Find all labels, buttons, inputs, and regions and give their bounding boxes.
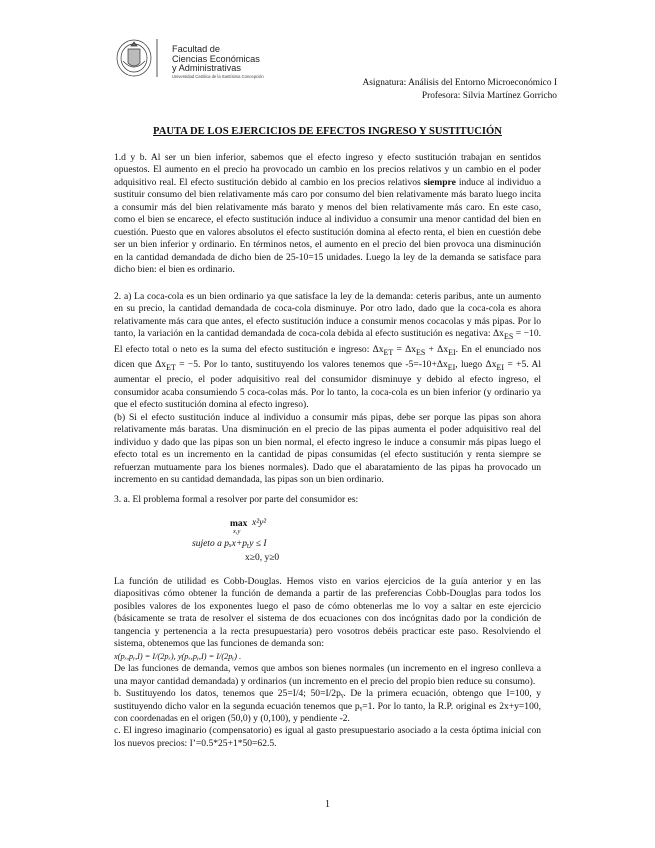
university-crest-icon: [113, 37, 171, 79]
faculty-line-2: Ciencias Económicas: [172, 53, 260, 64]
page-number: 1: [325, 799, 330, 810]
answer-2b: (b) Si el efecto sustitución induce al individuo a consumir más pipas, debe ser porque las pipas son ahora relativamente más baratas. Una disminución en el precio de las pipas aumenta el poder adquisitivo real del individuo y dado que las pipas son un bien normal, el efecto ingreso le induce a consumir más pipas luego el efecto total es un incremento en la cantidad de pipas consumidas (el efecto sustitución y renta siempre se refuerzan mutuamente para los bienes normales). Dado que el abaratamiento de las pipas ha provocado un incremento en su cantidad demandada, las pipas son un bien ordinario.: [114, 411, 541, 486]
subject-line: Asignatura: Análisis del Entorno Microeconómico I: [362, 78, 557, 88]
answer-3-intro: 3. a. El problema formal a resolver por parte del consumidor es:: [114, 494, 359, 505]
faculty-line-1: Facultad de: [172, 44, 221, 54]
budget-constraint: sujeto a pₓx+pᵧy ≤ I: [192, 539, 267, 549]
answer-1: 1.d y b. Al ser un bien inferior, sabemos que el efecto ingreso y efecto sustitución trabajan en sentidos opuestos. El aumento en el precio ha provocado un cambio en los precios relativos y un cambio en el poder adquisitivo real. El efecto sustitución debido al cambio en los precios relativos siempre induce al individuo a sustituir consumo del bien relativamente más caro por consumo del bien relativamente más barato luego incita a consumir más del bien relativamente más barato y menos del bien relativamente más caro. En este caso, como el bien se encarece, el efecto sustitución induce al individuo a consumir una menor cantidad del bien en cuestión. Puesto que en valores absolutos el efecto sustitución domina al efecto renta, el bien en cuestión debe ser un bien inferior y ordinario. En términos netos, el aumento en el precio del bien provoca una disminución en la cantidad demandada de dicho bien de 25-10=15 unidades. Luego la ley de la demanda se satisface para dicho bien: el bien es ordinario.: [114, 152, 541, 276]
faculty-line-3: y Administrativas: [172, 63, 241, 74]
answer-2a: 2. a) La coca-cola es un bien ordinario ya que satisface la ley de la demanda: ceteris paribus, ante un aumento en su precio, la cantidad demandada de coca-cola disminuye. Por otro lado, dado que la coca-cola es ahora relativamente más cara que antes, el efecto sustitución induce a consumir menos cocacolas y más pipas. Por lo tanto, la variación en la cantidad demandada de coca-cola debida al efecto sustitución es negativa: $\Delta x_{ES} = -10$. El efecto total o neto es la suma del efecto sustitución e ingreso: $\Delta x_{ET} = \Delta x_{ES} + \Delta x_{EI}$. En el enunciado nos dicen que $\Delta x_{ET} = -5$. Por lo tanto, sustituyendo los valores tenemos que $-5=-10+\Delta x_{EI}$, luego $\Delta x_{EI} = +5$. Al aumentar el precio, el poder adquisitivo real del consumidor disminuye y debido al efecto ingreso, el consumidor acaba consumiendo 5 coca-colas más. Por lo tanto, la coca-cola es un bien inferior (y ordinario ya que el efecto sustitución domina al efecto ingreso).: [114, 291, 542, 411]
demand-functions: x(pₓ,pᵧ,I) = I/(2pₓ), y(pₓ,pᵧ,I) = I/(2pᵧ) .: [114, 651, 242, 661]
course-header: [363, 77, 558, 102]
document-title: PAUTA DE LOS EJERCICIOS DE EFECTOS INGRESO Y SUSTITUCIÓN: [153, 126, 502, 137]
objective-function: x²y²: [252, 518, 267, 528]
max-operator: max x,y: [230, 519, 248, 535]
faculty-block: [172, 45, 264, 80]
university-name: Universidad Católica de la Santísima Concepción: [172, 73, 264, 79]
answer-2: [114, 291, 541, 487]
professor-line: Profesora: Silvia Martínez Gorricho: [421, 90, 557, 101]
answer-3-body: La función de utilidad es Cobb-Douglas. Hemos visto en varios ejercicios de la guía anterior y en las diapositivas cómo obtener la función de demanda a partir de las preferencias Cobb-Douglas para todos los posibles valores de los exponentes luego el paso de cómo obtenerlas me lo voy a saltar en este ejercicio (básicamente se trata de resolver el sistema de dos ecuaciones con dos incógnitas dado por la condición de tangencia y pertenencia a la recta presupuestaria) pero vosotros debéis practicar este paso. Resolviendo el sistema, obtenemos que las funciones de demanda son: x(pₓ,pᵧ,I) = I/(2pₓ), y(pₓ,pᵧ,I) = I/(2pᵧ) . De las funciones de demanda, vemos que ambos son bienes normales (un incremento en el ingreso conlleva a una mayor cantidad demandada) y ordinarios (un incremento en el precio del propio bien reduce su consumo). b. Sustituyendo los datos, tenemos que 25=I/4; 50=I/2pᵧ. De la primera ecuación, obtengo que I=100, y sustituyendo dicho valor en la segunda ecuación tenemos que pᵧ=1. Por lo tanto, la R.P. original es 2x+y=100, con coordenadas en el origen (50,0) y (0,100), y pendiente -2. c. El ingreso imaginario (compensatorio) es igual al gasto presupuestario asociado a la cesta óptima inicial con los nuevos precios: I’=0.5*25+1*50=62.5.: [114, 576, 541, 749]
nonneg-constraint: x≥0, y≥0: [245, 553, 280, 563]
